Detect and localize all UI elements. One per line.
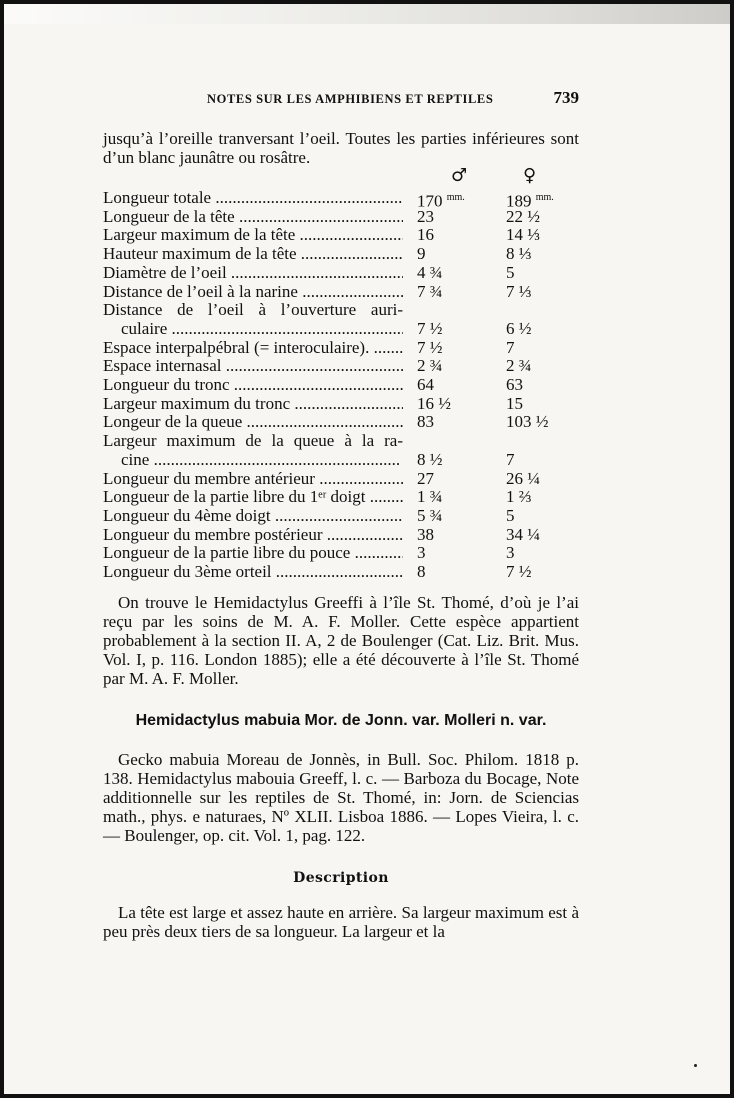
measurement-row xyxy=(103,394,579,413)
male-value: 16 xyxy=(417,225,434,245)
measurement-label: Longueur de la partie libre du pouce ..... xyxy=(103,543,403,562)
measurement-row xyxy=(103,338,579,357)
measurement-row xyxy=(103,543,579,562)
male-value: 7 ½ xyxy=(417,318,443,338)
species-heading: Hemidactylus mabuia Mor. de Jonn. var. Molleri n. var. xyxy=(135,712,547,729)
male-value: 38 xyxy=(417,524,434,544)
female-value: 14 ⅓ xyxy=(506,225,540,245)
measurement-label: Longueur du 4ème doigt ..... xyxy=(103,506,403,525)
unit-label: mm. xyxy=(446,192,465,203)
measurement-row xyxy=(103,263,579,282)
measurement-label: Espace interpalpébral (= interoculaire). ..... xyxy=(103,338,403,357)
measurement-row xyxy=(103,450,579,469)
measurement-label: Longueur de la partie libre du 1ᵉʳ doigt ..... xyxy=(103,487,403,506)
measurement-row xyxy=(103,487,579,506)
measurement-row xyxy=(103,356,579,375)
measurement-label: Largeur maximum de la tête ..... xyxy=(103,225,403,244)
female-value: 5 xyxy=(506,505,515,525)
measurement-row xyxy=(103,525,579,544)
measurement-row xyxy=(103,562,579,581)
male-value: 7 ¾ xyxy=(417,281,443,301)
running-title: NOTES SUR LES AMPHIBIENS ET REPTILES xyxy=(207,92,494,106)
male-value: 1 ¾ xyxy=(417,487,443,507)
measurement-row xyxy=(103,412,579,431)
female-value: 5 xyxy=(506,262,515,282)
measurement-label: Distance de l’oeil à la narine ..... xyxy=(103,282,403,301)
female-value: 189 $^{mm.}$ xyxy=(506,191,554,211)
male-value: 27 xyxy=(417,468,434,488)
male-value: 8 ½ xyxy=(417,449,443,469)
unit-label: mm. xyxy=(535,192,554,203)
male-value: 2 ¾ xyxy=(417,356,443,376)
female-value: 1 ⅔ xyxy=(506,487,532,507)
female-value: 103 ½ xyxy=(506,412,549,432)
male-value: 16 ½ xyxy=(417,393,451,413)
male-value: 3 xyxy=(417,543,426,563)
paragraph-greeffi-text: On trouve le Hemidactylus Greeffi à l’île St. Thomé, d’où je l’ai reçu par les soins de M. A. F. Moller. Cette espèce appartient probablement à la section II. A, 2 de Boulenger (Cat. Liz. Brit. Mus. Vol. I, p. 116. London 1885); elle a été découverte à l’île St. Thomé par M. A. F. Moller. xyxy=(103,593,579,688)
page-number: 739 xyxy=(553,88,579,107)
page-header xyxy=(103,88,579,112)
female-value: 6 ½ xyxy=(506,318,532,338)
measurement-row xyxy=(103,188,579,211)
measurement-row xyxy=(103,431,579,450)
measurement-label: Longueur du membre postérieur ..... xyxy=(103,525,403,544)
male-value: 64 xyxy=(417,375,434,394)
paragraph-greeffi xyxy=(103,593,579,688)
measurement-row xyxy=(103,207,579,226)
section-heading-description: Description xyxy=(293,870,389,886)
female-value: 63 xyxy=(506,375,523,394)
measurement-label: Diamètre de l’oeil ..... xyxy=(103,263,403,282)
female-value: 2 ¾ xyxy=(506,356,532,376)
measurement-label: Longueur totale ..... xyxy=(103,188,403,207)
description-paragraph: La tête est large et assez haute en arrière. Sa largeur maximum est à peu près deux tiers de sa longueur. La largeur et la xyxy=(103,903,579,941)
female-value: 8 ⅓ xyxy=(506,244,532,264)
female-symbol: ♀ xyxy=(523,165,537,186)
male-value: 8 xyxy=(417,562,426,581)
female-value: 7 xyxy=(506,449,515,469)
female-value: 7 xyxy=(506,337,515,357)
male-value: 4 ¾ xyxy=(417,262,443,282)
female-value: 15 xyxy=(506,393,523,413)
measurement-row xyxy=(103,375,579,394)
measurement-label: Largeur maximum du tronc ..... xyxy=(103,394,403,413)
male-value: 170 $^{mm.}$ xyxy=(417,191,465,211)
measurement-label: cine ..... xyxy=(103,450,403,469)
female-value: 7 ½ xyxy=(506,562,532,581)
male-value: 9 xyxy=(417,244,426,264)
measurement-label: Longeur de la queue ..... xyxy=(103,412,403,431)
measurement-label: Longueur du membre antérieur ..... xyxy=(103,469,403,488)
intro-paragraph: jusqu’à l’oreille tranversant l’oeil. Toutes les parties inférieures sont d’un blanc jaunâtre ou rosâtre. xyxy=(103,129,579,167)
measurement-row xyxy=(103,469,579,488)
male-value: 5 ¾ xyxy=(417,505,443,525)
measurement-label: culaire ..... xyxy=(103,319,403,338)
male-value: 7 ½ xyxy=(417,337,443,357)
female-value: 34 ¼ xyxy=(506,524,540,544)
scan-speck xyxy=(694,1064,697,1067)
female-value: 7 ⅓ xyxy=(506,281,532,301)
female-value: 22 ½ xyxy=(506,206,540,226)
female-value: 3 xyxy=(506,543,515,563)
female-value: 26 ¼ xyxy=(506,468,540,488)
measurement-row xyxy=(103,225,579,244)
measurement-label: Distance de l’oeil à l’ouverture auri- xyxy=(103,300,403,320)
measurement-row xyxy=(103,282,579,301)
measurement-label: Longueur du tronc ..... xyxy=(103,375,403,394)
synonymy-paragraph: Gecko mabuia Moreau de Jonnès, in Bull. Soc. Philom. 1818 p. 138. Hemidactylus mabouia Greeff, l. c. — Barboza du Bocage, Note additionnelle sur les reptiles de St. Thomé, in: Jorn. de Sciencias math., phys. e naturaes, Nº XLII. Lisboa 1886. — Lopes Vieira, l. c. — Boulenger, op. cit. Vol. 1, pag. 122. xyxy=(103,750,579,845)
measurement-row xyxy=(103,300,579,319)
measurement-label: Longueur de la tête ..... xyxy=(103,207,403,226)
male-value: 23 xyxy=(417,206,434,226)
measurement-row xyxy=(103,506,579,525)
measurement-label: Hauteur maximum de la tête ..... xyxy=(103,244,403,263)
measurement-row xyxy=(103,319,579,338)
male-symbol: ♂ xyxy=(451,165,468,186)
measurement-label: Largeur maximum de la queue à la ra- xyxy=(103,431,403,451)
measurement-label: Espace internasal ..... xyxy=(103,356,403,375)
male-value: 83 xyxy=(417,412,434,432)
measurement-row xyxy=(103,244,579,263)
measurement-label: Longueur du 3ème orteil ..... xyxy=(103,562,403,581)
